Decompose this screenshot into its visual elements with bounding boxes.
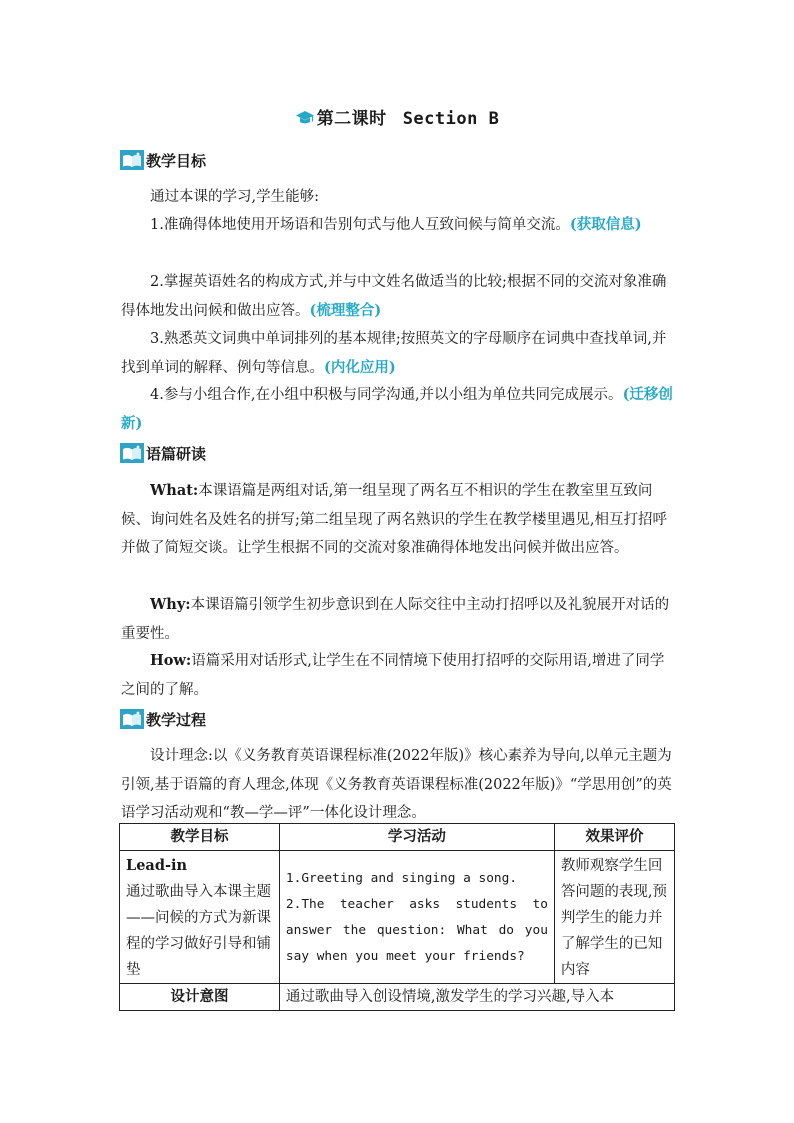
open-book-icon: [120, 150, 144, 174]
objective-tag: (内化应用): [324, 358, 396, 376]
objective-tag: (梳理整合): [309, 301, 382, 319]
study-heading-text: 语篇研读: [146, 445, 207, 463]
graduation-cap-icon: [295, 110, 315, 131]
table-row: [120, 984, 675, 1011]
section-name: Section B: [402, 109, 500, 129]
table-header: 教学目标: [120, 824, 280, 851]
table-cell-goal: [120, 851, 280, 984]
table-cell-evaluation: 教师观察学生回答问题的表现,预判学生的能力并了解学生的已知内容: [554, 851, 674, 984]
open-book-icon: [120, 709, 144, 733]
table-row: [120, 851, 675, 984]
lesson-title: [0, 104, 794, 131]
lead-in-title: Lead-in: [126, 857, 188, 874]
study-heading: [120, 443, 206, 465]
table-cell-activity: [279, 851, 554, 984]
process-table: [119, 823, 675, 1011]
objectives-heading: [120, 150, 206, 172]
design-concept: 设计理念:以《义务教育英语课程标准(2022年版)》核心素养为导向,以单元主题为引领,基于语篇的育人理念,体现《义务教育英语课程标准(2022年版)》“学思用创”的英语学习活动观和“教—学—评”一体化设计理念。: [121, 748, 672, 821]
objectives-heading-text: 教学目标: [146, 152, 207, 170]
objective-item: 2.掌握英语姓名的构成方式,并与中文姓名做适当的比较;根据不同的交流对象准确得体地发出问候和做出应答。(梳理整合): [121, 274, 667, 319]
study-how: How:语篇采用对话形式,让学生在不同情境下使用打招呼的交际用语,增进了同学之间的了解。: [121, 652, 665, 698]
study-why: Why:本课语篇引领学生初步意识到在人际交往中主动打招呼以及礼貌展开对话的重要性。: [121, 596, 670, 642]
objective-tag: (迁移创新): [121, 386, 673, 432]
objectives-intro: 通过本课的学习,学生能够:: [150, 189, 319, 205]
design-intent-label: 设计意图: [120, 984, 280, 1011]
objective-item: 4.参与小组合作,在小组中积极与同学沟通,并以小组为单位共同完成展示。(迁移创新): [121, 386, 673, 432]
objective-item: 3.熟悉英文词典中单词排列的基本规律;按照英文的字母顺序在词典中查找单词,并找到单词的解释、例句等信息。(内化应用): [121, 331, 667, 376]
objective-item: 1.准确得体地使用开场语和告别句式与他人互致问候与简单交流。(获取信息): [150, 216, 642, 233]
table-header-row: [120, 824, 675, 851]
activity-item: 2.The teacher asks students to answer the question: What do you say when you meet your friends?: [285, 897, 548, 964]
lesson-name: 第二课时: [316, 109, 387, 129]
table-header: 效果评价: [554, 824, 674, 851]
study-what: What:本课语篇是两组对话,第一组呈现了两名互不相识的学生在教室里互致问候、询问姓名及姓名的拼写;第二组呈现了两名熟识的学生在教学楼里遇见,相互打招呼并做了简短交谈。让学生根据不同的交流对象准确得体地发出问候并做出应答。: [121, 482, 667, 556]
activity-item: 1.Greeting and singing a song.: [285, 871, 518, 886]
design-intent-text: 通过歌曲导入创设情境,激发学生的学习兴趣,导入本: [279, 984, 674, 1011]
table-header: 学习活动: [279, 824, 554, 851]
goal-text: 通过歌曲导入本课主题——问候的方式为新课程的学习做好引导和铺垫: [126, 884, 271, 978]
process-heading: [120, 709, 206, 731]
process-heading-text: 教学过程: [146, 711, 207, 729]
objective-tag: (获取信息): [569, 216, 642, 233]
open-book-icon: [120, 443, 144, 467]
